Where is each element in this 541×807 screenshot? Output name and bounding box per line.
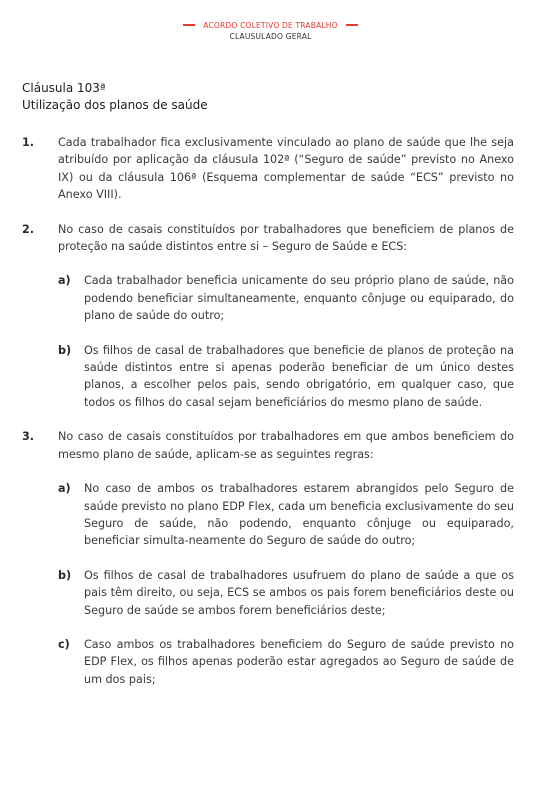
header-dash-right <box>346 24 358 26</box>
sub-item-text: No caso de ambos os trabalhadores estarem abrangidos pelo Seguro de saúde previsto no plano EDP Flex, cada um beneficia exclusivamente do seu Seguro de saúde, não podendo, enquanto cônjuge ou equiparado, beneficiar simulta-neamente do Seguro de saúde do outro; <box>84 482 514 548</box>
numbered-item-2 <box>22 221 514 412</box>
sub-item-text: Caso ambos os trabalhadores beneficiem do Seguro de saúde previsto no EDP Flex, os filhos apenas poderão estar agregados ao Seguro de saúde de um dos pais; <box>84 637 514 686</box>
item-text: No caso de casais constituídos por trabalhadores em que ambos beneficiem do mesmo plano de saúde, aplicam-se as seguintes regras: <box>58 430 514 461</box>
sub-item-a <box>58 480 514 550</box>
sub-item-letter: b) <box>58 343 72 357</box>
sub-item-text: Os filhos de casal de trabalhadores que beneficie de planos de proteção na saúde distintos entre si apenas poderão beneficiar de um único destes planos, a escolher pelos pais, sendo obrigatório, em qualquer caso, que todos os filhos do casal sejam beneficiários do mesmo plano de saúde. <box>84 343 514 409</box>
sub-item-text: Cada trabalhador beneficia unicamente do seu próprio plano de saúde, não podendo beneficiar simultaneamente, enquanto cônjuge ou equiparado, do plano de saúde do outro; <box>84 274 514 323</box>
item-text: No caso de casais constituídos por trabalhadores que beneficiem de planos de proteção na saúde distintos entre si – Seguro de Saúde e ECS: <box>58 222 514 254</box>
clause-number: Cláusula 103ª <box>22 81 106 95</box>
clause-heading <box>22 80 208 114</box>
sub-item-list <box>58 272 514 411</box>
numbered-item-1 <box>22 134 514 204</box>
numbered-item-3 <box>22 428 514 688</box>
sub-item-letter: b) <box>58 568 72 582</box>
header-title-row <box>0 19 541 31</box>
sub-item-text: Os filhos de casal de trabalhadores usufruem do plano de saúde a que os pais têm direito, ou seja, ECS se ambos os pais forem beneficiários deste ou Seguro de saúde se ambos forem beneficiários deste; <box>84 568 514 617</box>
sub-item-b <box>58 342 514 412</box>
item-text: Cada trabalhador fica exclusivamente vinculado ao plano de saúde que lhe seja atribuído por aplicação da cláusula 102ª (“Seguro de saúde” previsto no Anexo IX) ou da cláusula 106ª (Esquema complementar de saúde “ECS” previsto no Anexo VIII). <box>58 136 514 202</box>
sub-item-list <box>58 480 514 688</box>
sub-item-letter: a) <box>58 482 71 496</box>
sub-item-letter: c) <box>58 637 70 651</box>
page-header <box>0 19 541 41</box>
item-number: 1. <box>22 136 35 149</box>
sub-item-b <box>58 567 514 619</box>
clause-body <box>22 134 514 688</box>
sub-item-c <box>58 636 514 688</box>
item-number: 2. <box>22 222 35 236</box>
sub-item-letter: a) <box>58 274 71 288</box>
header-title: ACORDO COLETIVO DE TRABALHO <box>203 20 338 30</box>
sub-item-a <box>58 272 514 324</box>
header-dash-left <box>183 24 195 26</box>
item-number: 3. <box>22 430 35 444</box>
clause-title: Utilização dos planos de saúde <box>22 98 208 112</box>
header-subtitle: CLAUSULADO GERAL <box>229 32 312 41</box>
